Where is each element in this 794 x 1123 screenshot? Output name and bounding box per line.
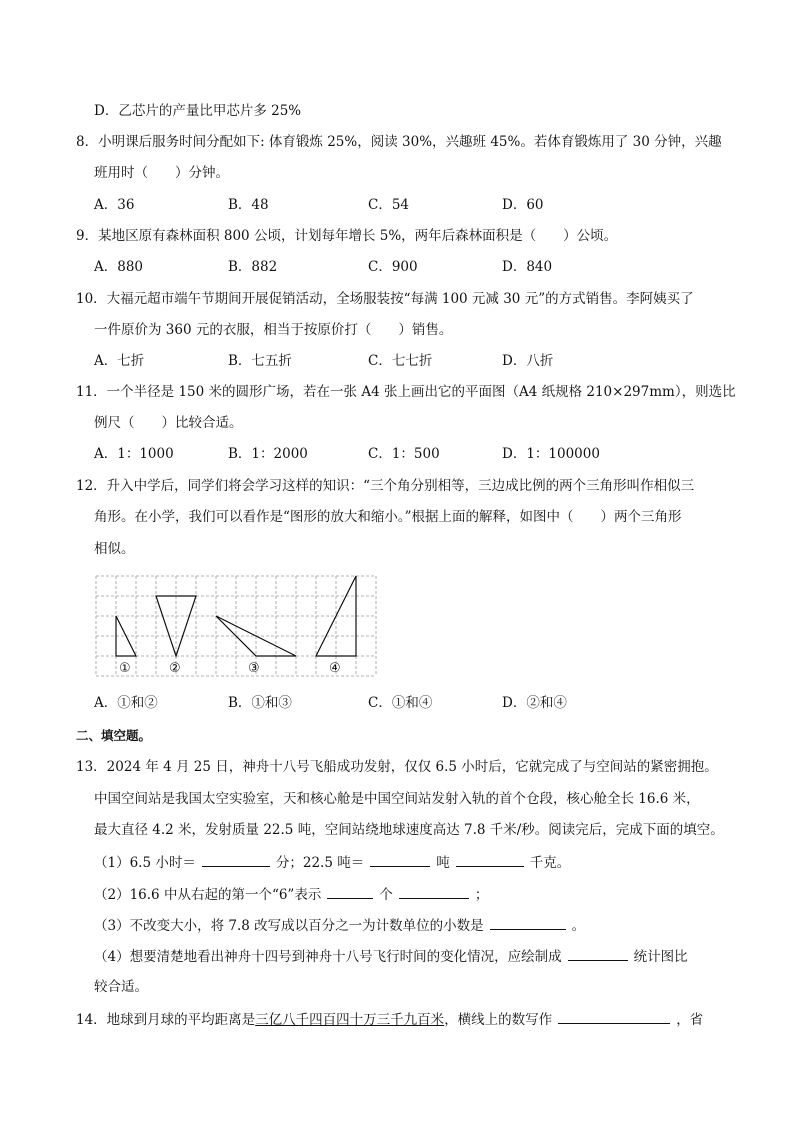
q13-sub1-text-d: 千克。: [529, 855, 571, 871]
q11-line-2: 例尺（ ）比较合适。: [94, 415, 243, 431]
q14-line-1: [76, 1009, 703, 1029]
q9-option-d: D．840: [502, 259, 553, 275]
q10-line-1: 10．大福元超市端午节期间开展促销活动，全场服装按“每满 100 元减 30 元”的方式销售。李阿姨买了: [76, 291, 694, 307]
q13-sub1-text-c: 吨: [436, 855, 450, 871]
q13-line-2: 中国空间站是我国太空实验室，天和核心舱是中国空间站发射入轨的首个仓段，核心舱全长 16.6 米，: [94, 791, 700, 807]
q11-option-b: B．1：2000: [228, 446, 308, 462]
q8-line-1: 8．小明课后服务时间分配如下: 体育锻炼 25%，阅读 30%，兴趣班 45%。若体育锻炼用了 30 分钟，兴趣: [76, 134, 722, 150]
q8-line-2: 班用时（ ）分钟。: [94, 165, 229, 181]
q12-option-d: D．②和④: [502, 695, 567, 711]
q13-line-1: 13．2024 年 4 月 25 日，神舟十八号飞船成功发射，仅仅 6.5 小时后，它就完成了与空间站的紧密拥抱。: [76, 759, 718, 775]
q7-option-d: D．乙芯片的产量比甲芯片多 25%: [94, 103, 302, 119]
q12-line-2: 角形。在小学，我们可以看作是“图形的放大和缩小。”根据上面的解释，如图中（ ）两个三角形: [94, 509, 682, 525]
triangle-4-label: ④: [329, 661, 341, 676]
triangle-2-label: ②: [169, 661, 181, 676]
q13-sub2-text-b: 个: [379, 887, 393, 903]
q13-sub-4-cont: 较合适。: [94, 979, 148, 995]
q8-option-a: A．36: [94, 197, 135, 213]
q13-line-3: 最大直径 4.2 米，发射质量 22.5 吨，空间站绕地球速度高达 7.8 千米/秒。阅读完后，完成下面的填空。: [94, 822, 724, 838]
q9-option-b: B．882: [228, 259, 278, 275]
q9-line-1: 9．某地区原有森林面积 800 公顷，计划每年增长 5%，两年后森林面积是（ ）公顷。: [76, 228, 618, 244]
q12-option-a: A．①和②: [94, 695, 158, 711]
q14-underlined-number: 三亿八千四百四十万三千九百米: [255, 1012, 445, 1028]
q13-sub2-blank-1[interactable]: [327, 884, 373, 899]
q14-text-mid: ，横线上的数写作: [444, 1012, 553, 1028]
q13-sub3-text-b: 。: [571, 918, 586, 934]
q11-option-c: C．1：500: [368, 446, 440, 462]
q14-text-post: ，省: [676, 1012, 704, 1028]
q13-sub3-blank[interactable]: [490, 915, 566, 930]
q13-sub1-blank-2[interactable]: [370, 852, 430, 867]
q10-option-c: C．七七折: [368, 353, 433, 369]
q10-option-a: A．七折: [94, 353, 145, 369]
q12-option-c: C．①和④: [368, 695, 433, 711]
q13-sub2-text-c: ；: [474, 887, 489, 903]
q9-option-c: C．900: [368, 259, 418, 275]
q10-line-2: 一件原价为 360 元的衣服，相当于按原价打（ ）销售。: [94, 322, 453, 338]
triangle-3-label: ③: [248, 661, 260, 676]
triangles-grid-figure: [94, 574, 378, 678]
q13-sub4-text-a: （4）想要清楚地看出神舟十四号到神舟十八号飞行时间的变化情况，应绘制成: [94, 949, 562, 965]
q10-option-d: D．八折: [502, 353, 554, 369]
q13-sub1-text-b: 分；22.5 吨＝: [275, 855, 365, 871]
q13-sub-2: [94, 884, 488, 904]
q12-line-3: 相似。: [94, 541, 135, 557]
q13-sub2-blank-2[interactable]: [399, 884, 469, 899]
q13-sub1-blank-1[interactable]: [202, 852, 270, 867]
q13-sub-3: [94, 915, 585, 935]
q13-sub4-blank[interactable]: [568, 946, 628, 961]
q8-option-d: D．60: [502, 197, 544, 213]
q11-option-a: A．1：1000: [94, 446, 174, 462]
triangle-1-label: ①: [119, 661, 131, 676]
q10-option-b: B．七五折: [228, 353, 292, 369]
q9-option-a: A．880: [94, 259, 144, 275]
q12-line-1: 12．升入中学后，同学们将会学习这样的知识：“三个角分别相等，三边成比例的两个三角形叫作相似三: [76, 478, 695, 494]
q13-sub-4: [94, 946, 688, 966]
q11-line-1: 11．一个半径是 150 米的圆形广场，若在一张 A4 张上画出它的平面图（A4 纸规格 210×297mm），则选比: [76, 384, 736, 400]
q13-sub2-text-a: （2）16.6 中从右起的第一个“6”表示: [94, 887, 322, 903]
q13-sub1-text-a: （1）6.5 小时＝: [94, 855, 196, 871]
q8-option-c: C．54: [368, 197, 410, 213]
q14-text-pre: 14．地球到月球的平均距离是: [76, 1012, 256, 1028]
q11-option-d: D．1：100000: [502, 446, 600, 462]
q8-option-b: B．48: [228, 197, 269, 213]
q13-sub-1: [94, 852, 570, 872]
q13-sub3-text-a: （3）不改变大小，将 7.8 改写成以百分之一为计数单位的小数是: [94, 918, 484, 934]
q13-sub1-blank-3[interactable]: [456, 852, 524, 867]
section-heading: 二、填空题。: [76, 728, 152, 743]
q12-option-b: B．①和③: [228, 695, 292, 711]
q13-sub4-text-b: 统计图比: [633, 949, 688, 965]
q14-blank[interactable]: [558, 1009, 670, 1024]
